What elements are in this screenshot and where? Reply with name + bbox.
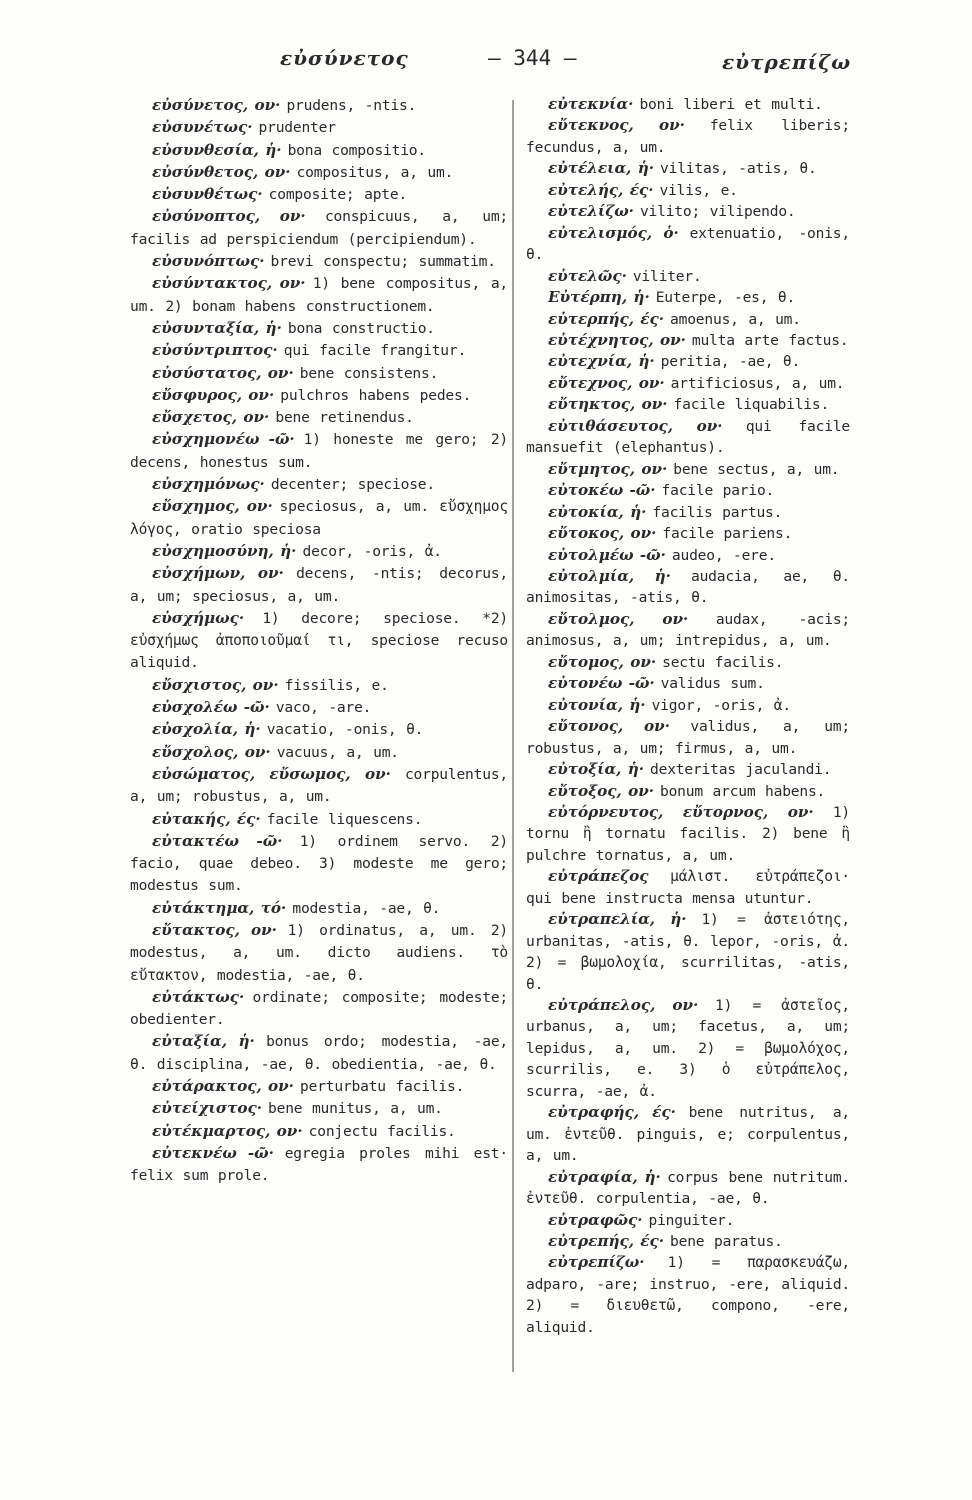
entry-definition: perturbatu facilis. — [300, 1078, 465, 1096]
entry-definition: facile liquescens. — [266, 810, 423, 828]
dictionary-entry — [130, 674, 508, 696]
dictionary-entry — [512, 716, 850, 759]
dictionary-entry — [130, 473, 508, 495]
entry-headword: εὐτεχνία, ἡ· — [548, 352, 655, 371]
entry-definition: bona constructio. — [287, 319, 435, 337]
entry-definition: corpulentus, a, um; robustus, a, um. — [130, 765, 508, 806]
entry-headword: εὔτεχνος, ον· — [548, 373, 665, 392]
entry-headword: εὔτεκνος, ον· — [548, 116, 685, 135]
dictionary-entry — [512, 94, 850, 115]
dictionary-entry — [512, 1167, 850, 1210]
dictionary-entry — [130, 362, 508, 384]
entry-headword: εὔτομος, ον· — [548, 652, 657, 671]
entry-headword: εὔτολμος, ον· — [548, 609, 689, 628]
dictionary-entry — [512, 1102, 850, 1166]
entry-headword: εὔτηκτος, ον· — [548, 395, 668, 414]
entry-definition: egregia proles mihi est· felix sum prole. — [130, 1144, 508, 1185]
entry-definition: facile pario. — [661, 482, 775, 500]
entry-headword: εὐτοκία, ἡ· — [548, 502, 647, 521]
entry-headword: εὐσχολέω -ῶ· — [152, 698, 270, 717]
entry-headword: εὐτράπεζος — [548, 867, 649, 886]
right-column — [512, 94, 850, 1338]
entry-definition: vilitas, -atis, θ. — [660, 160, 817, 178]
entry-definition: 1) ordinem servo. 2) facio, quae debeo. 3) modeste me gero; modestus sum. — [130, 832, 508, 895]
entry-definition: 1) tornu ἢ tornatu facilis. 2) bene ἢ pulchre tornatus, a, um. — [526, 803, 850, 864]
dictionary-entry — [512, 759, 850, 780]
entry-headword: εὐσχήμων, ον· — [152, 564, 284, 583]
entry-headword: εὐσχημονέω -ῶ· — [152, 430, 295, 449]
entry-definition: vilis, e. — [659, 181, 738, 199]
entry-definition: bonus ordo; modestia, -ae, θ. disciplina, -ae, θ. obedientia, -ae, θ. — [130, 1033, 508, 1073]
entry-definition: conjectu facilis. — [308, 1122, 456, 1140]
entry-headword: εὐτραπελία, ἡ· — [548, 910, 687, 929]
dictionary-entry — [512, 1210, 850, 1231]
entry-headword: εὐτονέω -ῶ· — [548, 674, 655, 693]
dictionary-entry — [130, 897, 508, 919]
dictionary-entry — [512, 330, 850, 351]
dictionary-entry — [130, 830, 508, 897]
entry-definition: compositus, a, um. — [296, 163, 454, 181]
dictionary-entry — [512, 695, 850, 716]
dictionary-entry — [512, 459, 850, 480]
entry-headword: εὐτεκνέω -ῶ· — [152, 1143, 274, 1162]
entry-definition: composite; apte. — [268, 186, 408, 204]
entry-definition: conspicuus, a, um; facilis ad perspiciendum (percipiendum). — [130, 208, 508, 248]
entry-headword: εὐτάκτως· — [152, 987, 245, 1006]
dictionary-entry — [512, 1231, 850, 1252]
entry-headword: εὔτοξος, ον· — [548, 781, 655, 800]
entry-definition: vigor, -oris, ἀ. — [651, 696, 791, 714]
entry-definition: pulchros habens pedes. — [280, 386, 472, 404]
dictionary-entry — [130, 986, 508, 1031]
entry-definition: amoenus, a, um. — [670, 310, 801, 328]
entry-headword: εὐσύνετος, ον· — [152, 96, 281, 114]
entry-definition: prudenter — [258, 119, 336, 137]
entry-headword: εὐσυνταξία, ἡ· — [152, 318, 282, 337]
entry-definition: bene retinendus. — [275, 409, 414, 427]
entry-headword: εὐτελίζω· — [548, 202, 634, 221]
entry-headword: εὐσχήμως· — [152, 608, 245, 627]
entry-definition: boni liberi et multi. — [639, 96, 823, 113]
dictionary-entry — [130, 250, 508, 272]
entry-definition: audax, -acis; animosus, a, um; intrepidus, a, um. — [526, 610, 851, 650]
dictionary-entry — [512, 158, 850, 179]
entry-definition: qui facile frangitur. — [283, 342, 467, 360]
dictionary-entry — [130, 607, 508, 674]
entry-headword: εὐτέκμαρτος, ον· — [152, 1121, 303, 1140]
dictionary-entry — [130, 1030, 508, 1075]
entry-headword: εὐτραφῶς· — [548, 1210, 643, 1229]
entry-definition: peritia, -ae, θ. — [660, 353, 801, 371]
entry-headword: εὔτμητος, ον· — [548, 459, 668, 478]
dictionary-entry — [512, 1252, 850, 1338]
entry-headword: εὔτοκος, ον· — [548, 524, 657, 543]
entry-definition: Euterpe, -es, θ. — [655, 289, 796, 307]
entry-headword: εὐσχημοσύνη, ἡ· — [152, 541, 297, 560]
entry-definition: ordinate; composite; modeste; obedienter. — [130, 988, 509, 1029]
entry-definition: validus sum. — [660, 675, 765, 693]
entry-definition: decenter; speciose. — [270, 476, 435, 494]
dictionary-entry — [512, 673, 850, 694]
left-column — [130, 94, 508, 1187]
entry-definition: bonum arcum habens. — [660, 782, 826, 800]
dictionary-entry — [130, 808, 508, 830]
entry-definition: audacia, ae, θ. animositas, -atis, θ. — [526, 567, 850, 607]
entry-definition: viliter. — [632, 267, 702, 285]
entry-definition: decor, -oris, ἀ. — [302, 542, 442, 560]
entry-definition: bene nutritus, a, um. ἐντεῦθ. pinguis, e; corpulentus, a, um. — [526, 1104, 850, 1165]
entry-definition: facile pariens. — [662, 525, 793, 543]
entry-definition: audeo, -ere. — [671, 546, 776, 564]
dictionary-entry — [130, 1075, 508, 1097]
entry-definition: bene paratus. — [670, 1233, 783, 1251]
entry-headword: Εὐτέρπη, ἡ· — [548, 288, 650, 307]
entry-definition: bene sectus, a, um. — [673, 460, 840, 478]
dictionary-entry — [130, 139, 508, 161]
entry-definition: facilis partus. — [652, 503, 783, 521]
dictionary-entry — [130, 161, 508, 183]
entry-headword: εὐσυνόπτως· — [152, 252, 265, 271]
dictionary-entry — [512, 566, 850, 609]
dictionary-entry — [512, 523, 850, 544]
entry-headword: εὐτραφία, ἡ· — [548, 1167, 661, 1186]
entry-definition: speciosus, a, um. εὔσχημος λόγος, oratio speciosa — [130, 498, 508, 538]
entry-definition: bene consistens. — [299, 364, 439, 382]
entry-headword: εὐσυνέτως· — [152, 118, 253, 137]
entry-definition: 1) bene compositus, a, um. 2) bonam habens constructionem. — [130, 275, 508, 315]
entry-definition: 1) ordinatus, a, um. 2) modestus, a, um. dicto audiens. τὸ εὔτακτον, modestia, -ae, θ. — [130, 921, 509, 984]
entry-headword: εὐτρεπίζω· — [548, 1253, 645, 1272]
entry-headword: εὔτονος, ον· — [548, 717, 670, 736]
dictionary-entry — [130, 495, 508, 540]
entry-definition: vaco, -are. — [275, 699, 372, 717]
dictionary-entry — [512, 266, 850, 287]
entry-headword: εὐτείχιστος· — [152, 1099, 262, 1118]
entry-definition: brevi conspectu; summatim. — [270, 253, 496, 271]
dictionary-entry — [130, 919, 508, 986]
entry-headword: εὐσχολία, ἡ· — [152, 720, 261, 739]
entry-definition: fissilis, e. — [284, 676, 389, 694]
entry-definition: bene munitus, a, um. — [268, 1100, 443, 1118]
dictionary-entry — [130, 696, 508, 718]
dictionary-entry — [130, 1097, 508, 1119]
dictionary-entry — [130, 1120, 508, 1142]
dictionary-entry — [512, 545, 850, 566]
dictionary-entry — [512, 652, 850, 673]
entry-headword: εὐτερπής, ές· — [548, 309, 665, 328]
entry-headword: εὐτελισμός, ὁ· — [548, 223, 679, 242]
dictionary-entry — [130, 406, 508, 428]
entry-headword: εὐτάκτημα, τό· — [152, 898, 287, 917]
dictionary-entry — [130, 741, 508, 763]
entry-headword: εὐσχημόνως· — [152, 475, 265, 494]
entry-definition: validus, a, um; robustus, a, um; firmus, a, um. — [526, 718, 850, 757]
entry-headword: εὐτιθάσευτος, ον· — [548, 416, 723, 435]
dictionary-entry — [512, 909, 850, 995]
entry-headword: εὐσύντριπτος· — [152, 341, 278, 360]
entry-headword: εὐτελῶς· — [548, 266, 627, 285]
entry-headword: εὔσχετος, ον· — [152, 408, 270, 427]
dictionary-entry — [512, 373, 850, 394]
entry-headword: εὐτακής, ές· — [152, 809, 261, 828]
header-first-word: εὐσύνετος — [280, 46, 409, 70]
entry-definition: dexteritas jaculandi. — [650, 761, 832, 779]
entry-definition: prudens, -ntis. — [286, 97, 417, 114]
dictionary-entry — [512, 309, 850, 330]
dictionary-entry — [512, 223, 850, 266]
entry-definition: qui facile mansuefit (elephantus). — [526, 417, 850, 457]
entry-headword: εὔσφυρος, ον· — [152, 385, 275, 404]
dictionary-entry — [130, 317, 508, 339]
dictionary-entry — [130, 116, 508, 138]
dictionary-entry — [512, 502, 850, 523]
entry-headword: εὐσυνθεσία, ἡ· — [152, 140, 282, 159]
entry-definition: 1) = παρασκευάζω, adparo, -are; instruo, -ere, aliquid. 2) = διευθετῶ, compono, -ere, aliquid. — [526, 1254, 850, 1336]
entry-definition: vacuus, a, um. — [276, 743, 399, 761]
dictionary-entry — [512, 180, 850, 201]
entry-headword: εὐτελής, ές· — [548, 180, 654, 199]
dictionary-entry — [512, 781, 850, 802]
dictionary-entry — [512, 995, 850, 1102]
entry-headword: εὔσχημος, ον· — [152, 497, 273, 516]
entry-headword: εὐτοξία, ἡ· — [548, 760, 645, 779]
dictionary-entry — [130, 94, 508, 116]
entry-definition: 1) decore; speciose. *2) εὐσχήμως ἀποποιοῦμαί τι, speciose recuso aliquid. — [130, 609, 508, 672]
entry-headword: εὐταξία, ἡ· — [152, 1032, 255, 1051]
entry-definition: artificiosus, a, um. — [670, 374, 845, 392]
entry-headword: εὔσχολος, ον· — [152, 742, 271, 761]
entry-headword: εὐσυνθέτως· — [152, 185, 263, 204]
dictionary-entry — [130, 339, 508, 361]
entry-definition: decens, -ntis; decorus, a, um; speciosus, a, um. — [130, 565, 508, 605]
dictionary-entry — [130, 205, 508, 250]
dictionary-entry — [512, 802, 850, 866]
entry-headword: εὐτάρακτος, ον· — [152, 1077, 294, 1096]
entry-headword: εὐτολμία, ἡ· — [548, 566, 671, 585]
dictionary-entry — [512, 351, 850, 372]
entry-headword: εὐσύνθετος, ον· — [152, 162, 291, 181]
entry-definition: 1) = ἀστεῖος, urbanus, a, um; facetus, a, um; lepidus, a, um. 2) = βωμολόχος, scurrilis, e. 3) ὁ εὐτράπελος, scurra, -ae, ἀ. — [526, 997, 850, 1100]
entry-headword: εὐσώματος, εὔσωμος, ον· — [152, 764, 391, 783]
entry-headword: εὐσύστατος, ον· — [152, 363, 294, 382]
dictionary-entry — [512, 115, 850, 158]
page-number: — 344 — — [488, 46, 577, 70]
dictionary-entry — [130, 562, 508, 607]
dictionary-entry — [512, 609, 850, 652]
entry-definition: μάλιστ. εὐτράπεζοι· qui bene instructa mensa utuntur. — [526, 868, 850, 907]
dictionary-entry — [130, 428, 508, 473]
dictionary-entry — [130, 763, 508, 808]
header-last-word: εὐτρεπίζω — [722, 50, 852, 74]
dictionary-entry — [512, 416, 850, 459]
entry-headword: εὐτεκνία· — [548, 95, 634, 113]
dictionary-entry — [130, 272, 508, 317]
entry-headword: εὐσύνοπτος, ον· — [152, 207, 306, 226]
dictionary-entry — [512, 201, 850, 222]
dictionary-entry — [130, 384, 508, 406]
entry-headword: εὐτονία, ἡ· — [548, 695, 646, 714]
dictionary-entry — [130, 718, 508, 740]
entry-definition: vacatio, -onis, θ. — [266, 721, 424, 739]
entry-definition: multa arte factus. — [691, 331, 849, 349]
entry-headword: εὐτρεπής, ές· — [548, 1232, 665, 1251]
entry-definition: modestia, -ae, θ. — [292, 899, 441, 917]
dictionary-entry — [512, 394, 850, 415]
entry-definition: 1) = ἀστειότης, urbanitas, -atis, θ. lepor, -oris, ἀ. 2) = βωμολοχία, scurrilitas, -atis, θ. — [526, 911, 851, 993]
entry-definition: vilito; vilipendo. — [639, 203, 796, 221]
dictionary-entry — [130, 183, 508, 205]
entry-headword: εὔσχιστος, ον· — [152, 675, 279, 694]
entry-headword: εὐτολμέω -ῶ· — [548, 545, 666, 564]
dictionary-entry — [130, 1142, 508, 1187]
dictionary-entry — [512, 287, 850, 308]
entry-definition: facile liquabilis. — [673, 396, 830, 414]
entry-definition: 1) honeste me gero; 2) decens, honestus sum. — [130, 431, 508, 471]
entry-definition: extenuatio, -onis, θ. — [526, 224, 850, 264]
page-header — [0, 40, 972, 84]
entry-headword: εὐτόρνευτος, εὔτορνος, ον· — [548, 802, 814, 821]
entry-headword: εὐτοκέω -ῶ· — [548, 481, 656, 500]
entry-headword: εὐτέχνητος, ον· — [548, 330, 686, 349]
entry-headword: εὐσύντακτος, ον· — [152, 274, 306, 293]
entry-definition: felix liberis; fecundus, a, um. — [526, 117, 850, 156]
dictionary-entry — [130, 540, 508, 562]
entry-headword: εὐτακτέω -ῶ· — [152, 831, 283, 850]
entry-headword: εὐτράπελος, ον· — [548, 996, 699, 1015]
entry-headword: εὐτέλεια, ἡ· — [548, 159, 655, 178]
dictionary-entry — [512, 480, 850, 501]
entry-definition: bona compositio. — [287, 141, 426, 159]
entry-definition: pinguiter. — [648, 1211, 735, 1229]
entry-definition: sectu facilis. — [662, 653, 784, 671]
entry-definition: corpus bene nutritum. ἐντεῦθ. corpulentia, -ae, θ. — [526, 1168, 850, 1208]
dictionary-entry — [512, 866, 850, 909]
entry-headword: εὔτακτος, ον· — [152, 920, 277, 939]
entry-headword: εὐτραφής, ές· — [548, 1103, 676, 1122]
